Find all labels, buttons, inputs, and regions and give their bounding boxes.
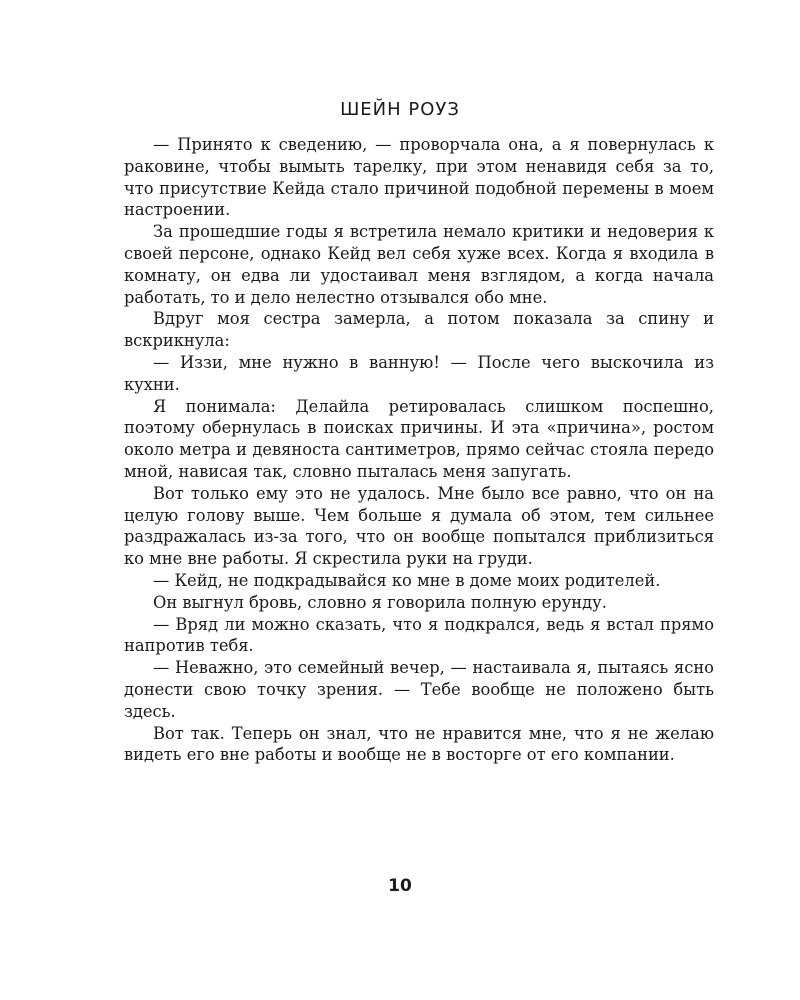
paragraph: Вот так. Теперь он знал, что не нравится мне, что я не желаю видеть его вне работы и вообще не в восторге от его компании. (124, 723, 714, 765)
paragraph: За прошедшие годы я встретила немало критики и недоверия к своей персоне, однако Кейд вел себя хуже всех. Когда я входила в комнату, он едва ли удостаивал меня взглядом, а когда начала работать, то и дело нелестно отзывался обо мне. (124, 222, 714, 307)
page-number: 10 (388, 876, 412, 896)
paragraph: — Неважно, это семейный вечер, — настаивала я, пытаясь ясно донести свою точку зрения. — Тебе вообще не положено быть здесь. (124, 658, 714, 721)
body-text (124, 134, 714, 766)
paragraph: Он выгнул бровь, словно я говорила полную ерунду. (153, 592, 607, 612)
paragraph: — Кейд, не подкрадывайся ко мне в доме моих родителей. (153, 570, 661, 590)
running-header-author: ШЕЙН РОУЗ (340, 99, 460, 120)
paragraph: — Принято к сведению, — проворчала она, а я повернулась к раковине, чтобы вымыть тарелку, при этом ненавидя себя за то, что присутствие Кейда стало причиной подобной перемены в моем настроении. (124, 135, 714, 220)
paragraph: Я понимала: Делайла ретировалась слишком поспешно, поэтому обернулась в поисках причины. И эта «причина», ростом около метра и девяноста сантиметров, прямо сейчас стояла передо мной, нависая так, словно пыталась меня запугать. (124, 396, 714, 481)
paragraph: — Иззи, мне нужно в ванную! — После чего выскочила из кухни. (124, 352, 714, 394)
paragraph: Вот только ему это не удалось. Мне было все равно, что он на целую голову выше. Чем больше я думала об этом, тем сильнее раздражалась из-за того, что он вообще попытался приблизиться ко мне вне работы. Я скрестила руки на груди. (124, 483, 714, 569)
paragraph: — Вряд ли можно сказать, что я подкрался, ведь я встал прямо напротив тебя. (124, 614, 714, 656)
paragraph: Вдруг моя сестра замерла, а потом показала за спину и вскрикнула: (124, 309, 714, 351)
